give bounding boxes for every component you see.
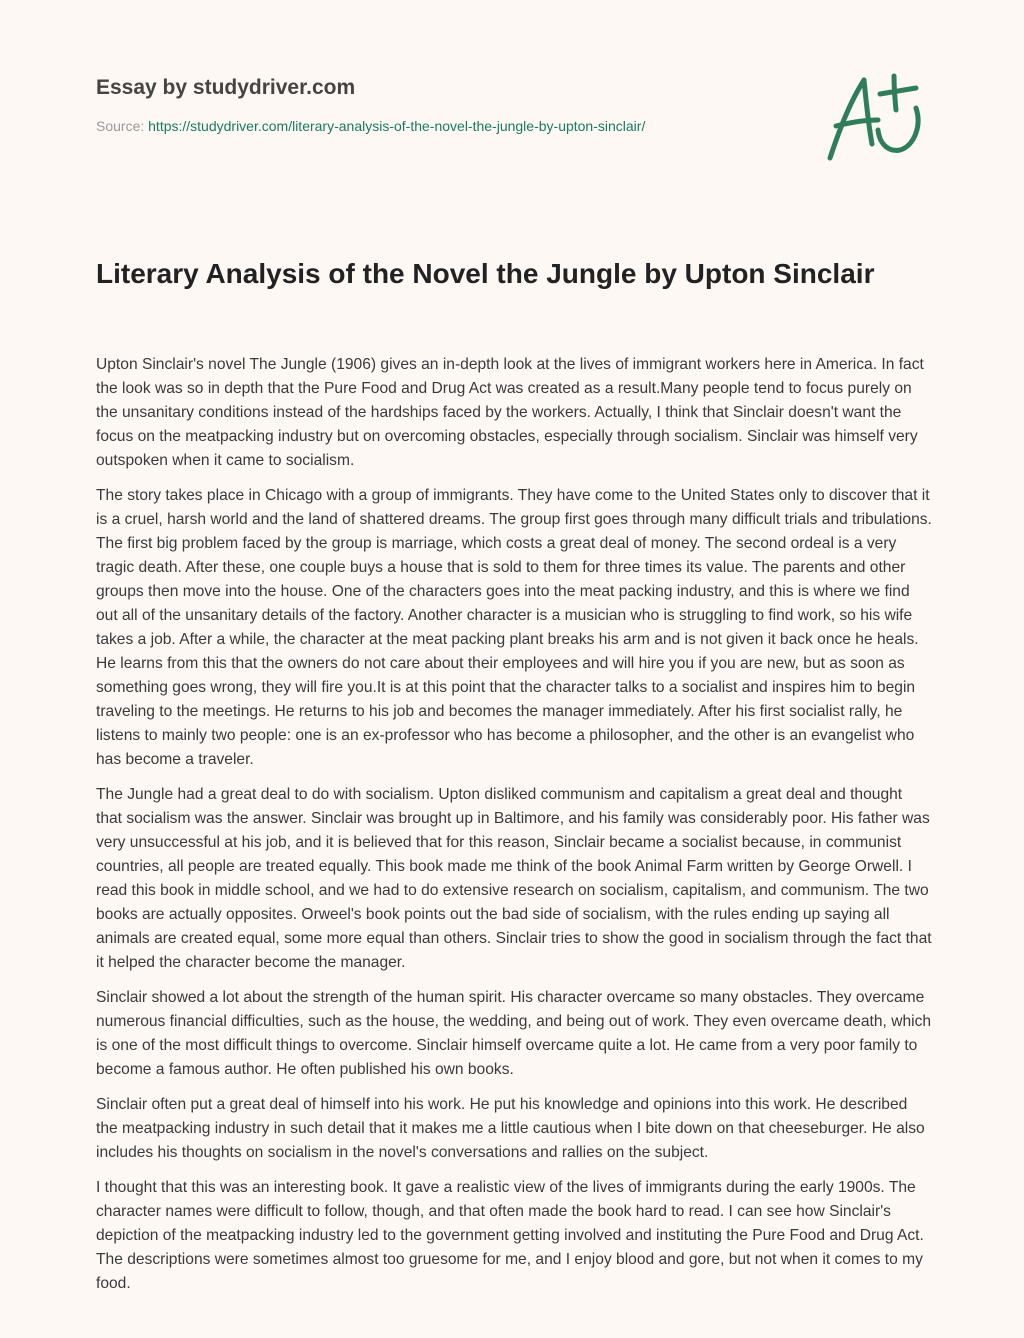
page-header — [96, 74, 796, 136]
source-link[interactable]: https://studydriver.com/literary-analysis-of-the-novel-the-jungle-by-upton-sinclair/ — [148, 118, 646, 134]
essay-title: Literary Analysis of the Novel the Jungle by Upton Sinclair — [96, 258, 875, 289]
site-brand: Essay by studydriver.com — [96, 76, 356, 99]
source-label: Source: — [96, 118, 149, 134]
essay-body — [96, 353, 932, 1307]
a-plus-grade-icon — [818, 66, 930, 166]
source-line — [96, 116, 796, 136]
essay-paragraph: I thought that this was an interesting book. It gave a realistic view of the lives of immigrants during the early 1900s. The character names were difficult to follow, though, and that often made the book hard to read. I can see how Sinclair's depiction of the meatpacking industry led to the government getting involved and instituting the Pure Food and Drug Act. The descriptions were sometimes almost too gruesome for me, and I enjoy blood and gore, but not when it comes to my food. — [96, 1179, 924, 1292]
essay-paragraph: Sinclair showed a lot about the strength of the human spirit. His character overcame so many obstacles. They overcame numerous financial difficulties, such as the house, the wedding, and being out of work. They even overcame death, which is one of the most difficult things to overcome. Sinclair himself overcame quite a lot. He came from a very poor family to become a famous author. He often published his own books. — [96, 989, 932, 1078]
essay-paragraph: Sinclair often put a great deal of himself into his work. He put his knowledge and opinions into this work. He described the meatpacking industry in such detail that it makes me a little cautious when I bite down on that cheeseburger. He also includes his thoughts on socialism in the novel's conversations and rallies on the subject. — [96, 1096, 925, 1161]
essay-paragraph: The story takes place in Chicago with a group of immigrants. They have come to the United States only to discover that it is a cruel, harsh world and the land of shattered dreams. The group first goes through many difficult trials and tribulations. The first big problem faced by the group is marriage, which costs a great deal of money. The second ordeal is a very tragic death. After these, one couple buys a house that is sold to them for three times its value. The parents and other groups then move into the house. One of the characters goes into the meat packing industry, and this is where we find out all of the unsanitary details of the factory. Another character is a musician who is struggling to find work, so his wife takes a job. After a while, the character at the meat packing plant breaks his arm and is not given it back once he heals. He learns from this that the owners do not care about their employees and will hire you if you are new, but as soon as something goes wrong, they will fire you.It is at this point that the character talks to a socialist and inspires him to begin traveling to the meetings. He returns to his job and becomes the manager immediately. After his first socialist rally, he listens to mainly two people: one is an ex-professor who has become a philosopher, and the other is an evangelist who has become a traveler. — [96, 487, 932, 768]
a-plus-logo — [818, 66, 930, 166]
essay-paragraph: The Jungle had a great deal to do with socialism. Upton disliked communism and capitalism a great deal and thought that socialism was the answer. Sinclair was brought up in Baltimore, and his family was considerably poor. His father was very unsuccessful at his job, and it is believed that for this reason, Sinclair became a socialist because, in communist countries, all people are treated equally. This book made me think of the book Animal Farm written by George Orwell. I read this book in middle school, and we had to do extensive research on socialism, capitalism, and communism. The two books are actually opposites. Orweel's book points out the bad side of socialism, with the rules ending up saying all animals are created equal, some more equal than others. Sinclair tries to show the good in socialism through the fact that it helped the character become the manager. — [96, 786, 932, 971]
essay-paragraph: Upton Sinclair's novel The Jungle (1906) gives an in-depth look at the lives of immigrant workers here in America. In fact the look was so in depth that the Pure Food and Drug Act was created as a result.Many people tend to focus purely on the unsanitary conditions instead of the hardships faced by the workers. Actually, I think that Sinclair doesn't want the focus on the meatpacking industry but on overcoming obstacles, especially through socialism. Sinclair was himself very outspoken when it came to socialism. — [96, 356, 924, 469]
